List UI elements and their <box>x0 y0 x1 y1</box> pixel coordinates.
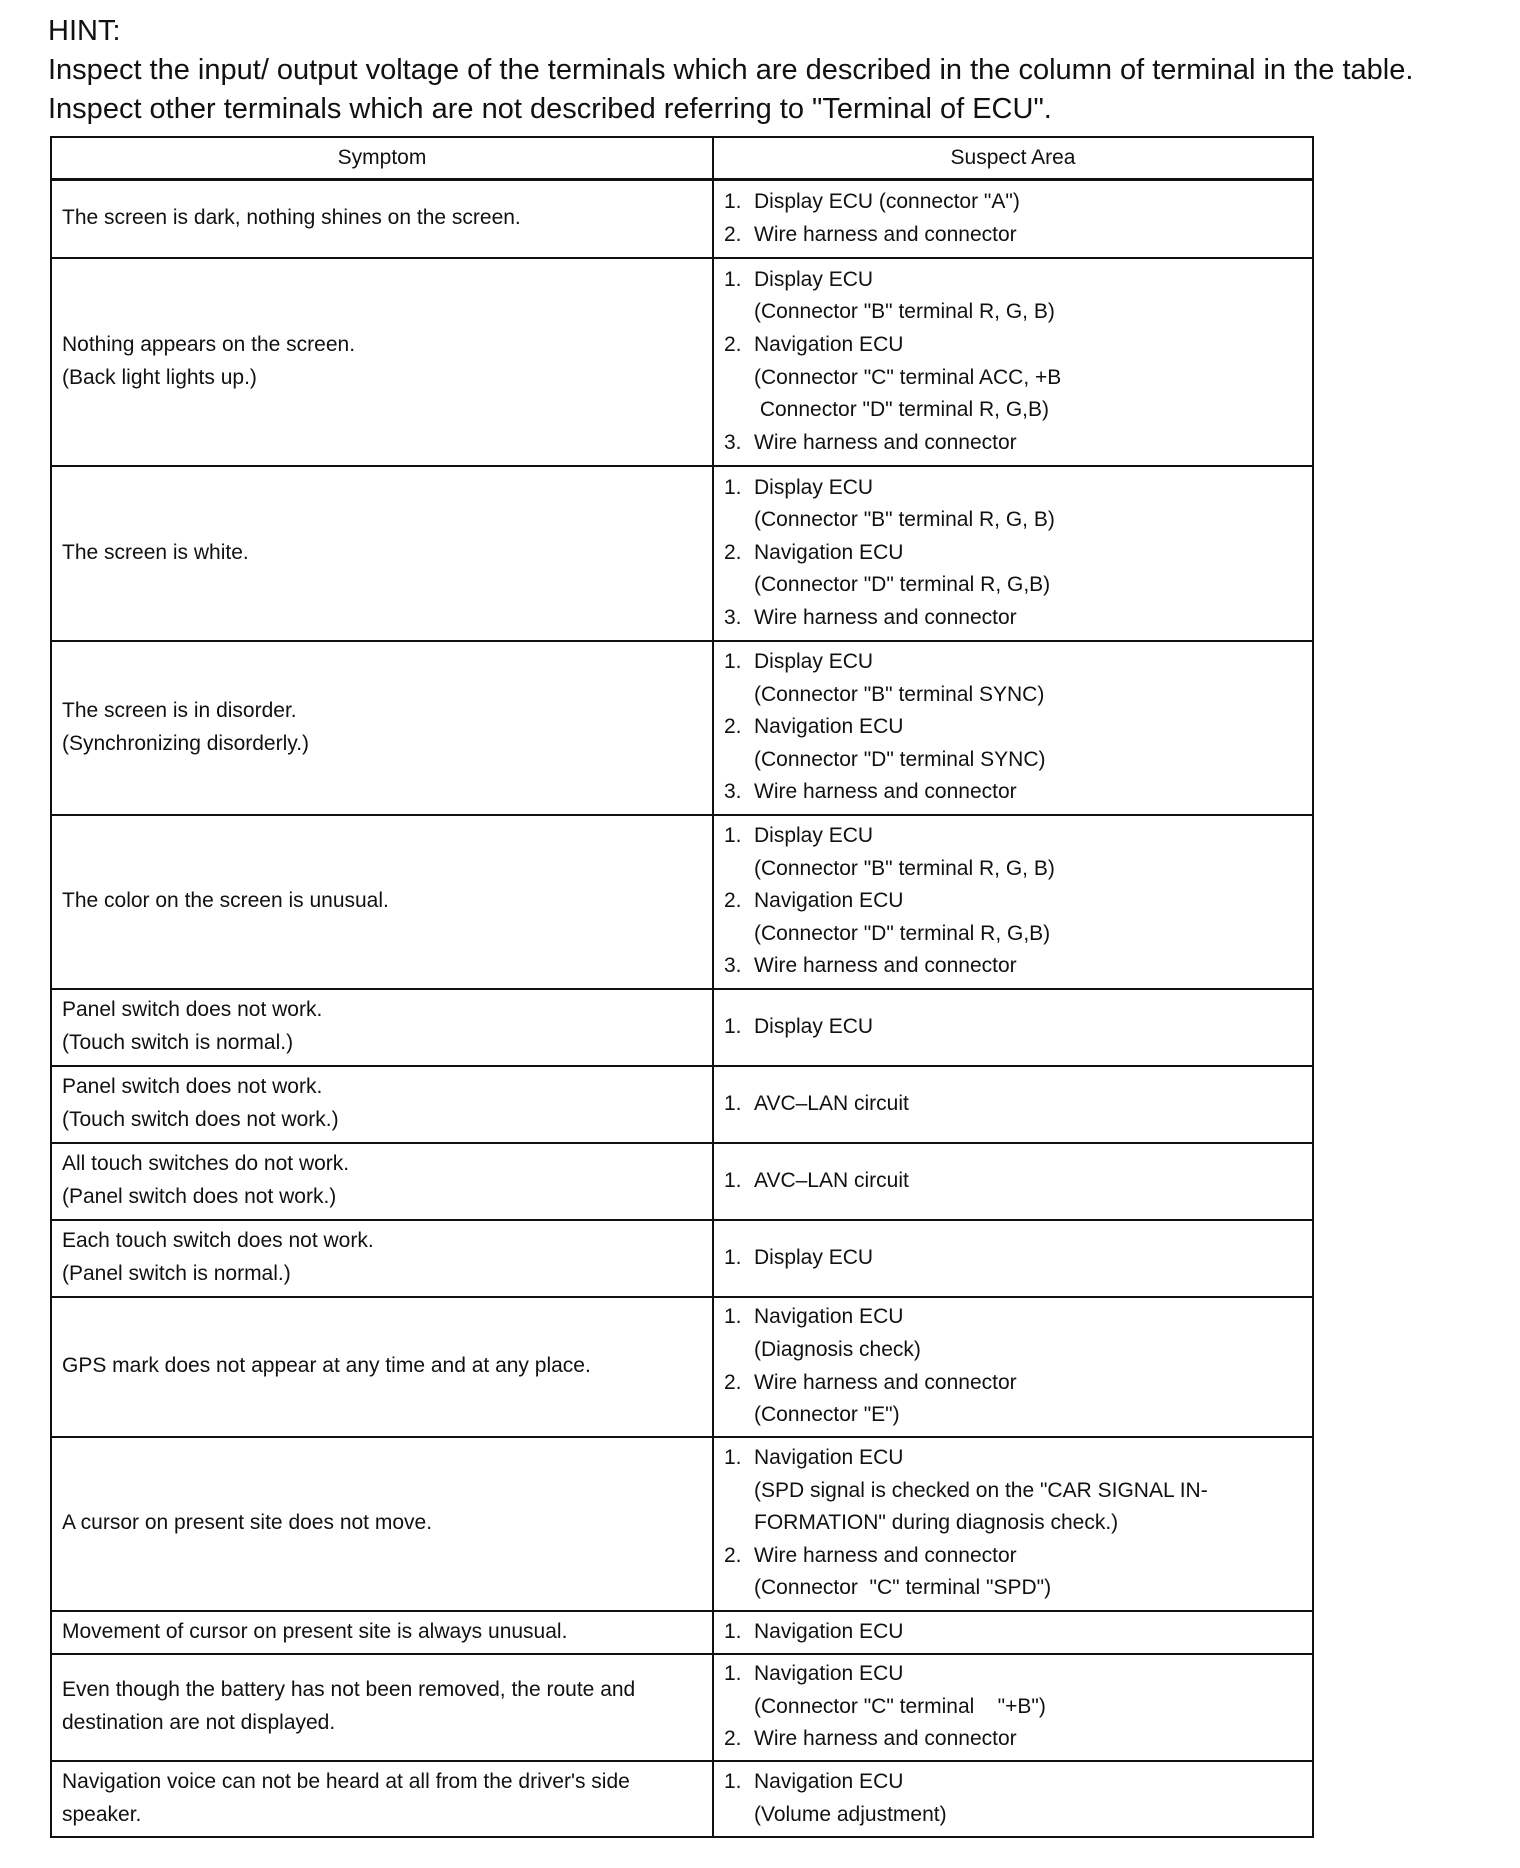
item-number: 2. <box>724 889 742 913</box>
item-text: Display ECU <box>754 1014 874 1038</box>
symptom-text: (Panel switch does not work.) <box>62 1185 337 1208</box>
symptom-text: The screen is dark, nothing shines on the screen. <box>62 206 521 230</box>
symptom-cell <box>51 815 713 989</box>
suspect-area-cell <box>713 466 1313 641</box>
suspect-area-cell <box>713 815 1313 989</box>
suspect-area-cell <box>713 1066 1313 1143</box>
item-text: Display ECU <box>754 1245 874 1269</box>
item-number: 1. <box>724 475 742 499</box>
symptom-text: speaker. <box>62 1802 142 1826</box>
item-number: 1. <box>724 1446 742 1470</box>
suspect-item <box>724 186 1304 219</box>
suspect-item <box>724 950 1304 983</box>
symptom-cell <box>51 466 713 641</box>
item-text: Wire harness and connector <box>754 605 1017 629</box>
item-detail: Connector "D" terminal R, G,B) <box>754 398 1049 422</box>
hint-line: Inspect the input/ output voltage of the terminals which are described in the column of terminal in the table. <box>48 54 1414 86</box>
hint-block <box>48 12 1508 129</box>
item-number: 1. <box>724 1014 742 1038</box>
item-text: Wire harness and connector <box>754 430 1017 454</box>
table-row <box>51 1437 1313 1611</box>
suspect-item <box>724 264 1304 329</box>
item-detail: (Connector "C" terminal "+B") <box>754 1694 1046 1718</box>
item-detail: (Connector "B" terminal R, G, B) <box>754 508 1055 532</box>
item-number: 1. <box>724 650 742 674</box>
suspect-item <box>724 472 1304 537</box>
item-number: 1. <box>724 1305 742 1329</box>
symptom-cell <box>51 180 713 258</box>
suspect-item <box>724 1165 1304 1198</box>
symptom-cell <box>51 1654 713 1761</box>
symptom-text: All touch switches do not work. <box>62 1152 350 1176</box>
suspect-item <box>724 1540 1304 1605</box>
symptom-text: Panel switch does not work. <box>62 1075 323 1099</box>
item-number: 2. <box>724 1727 742 1751</box>
table-row <box>51 1761 1313 1837</box>
item-text: Display ECU <box>754 475 874 499</box>
table-row <box>51 1066 1313 1143</box>
symptom-text: The screen is white. <box>62 540 249 564</box>
symptom-cell <box>51 1220 713 1297</box>
suspect-area-cell <box>713 1220 1313 1297</box>
item-detail: (Connector "D" terminal SYNC) <box>754 747 1046 771</box>
item-number: 3. <box>724 954 742 978</box>
suspect-item <box>724 1766 1304 1831</box>
item-text: Navigation ECU <box>754 1662 904 1686</box>
item-detail: (Diagnosis check) <box>754 1337 921 1361</box>
item-number: 1. <box>724 190 742 214</box>
item-text: Navigation ECU <box>754 889 904 913</box>
symptom-text: Even though the battery has not been removed, the route and <box>62 1678 636 1702</box>
item-text: Navigation ECU <box>754 332 904 356</box>
item-text: Wire harness and connector <box>754 1370 1017 1394</box>
item-text: Wire harness and connector <box>754 954 1017 978</box>
item-text: Wire harness and connector <box>754 1543 1017 1567</box>
header-symptom: Symptom <box>51 137 713 180</box>
symptom-text: Movement of cursor on present site is always unusual. <box>62 1619 568 1643</box>
symptom-text: Each touch switch does not work. <box>62 1229 374 1253</box>
table-row <box>51 641 1313 815</box>
symptom-text: (Panel switch is normal.) <box>62 1262 291 1285</box>
item-number: 1. <box>724 267 742 291</box>
table-row <box>51 815 1313 989</box>
table-row <box>51 989 1313 1066</box>
symptom-cell <box>51 1066 713 1143</box>
item-detail: (Connector "B" terminal SYNC) <box>754 682 1045 706</box>
suspect-item <box>724 1723 1304 1756</box>
table-header-row <box>51 137 1313 180</box>
suspect-item <box>724 537 1304 602</box>
symptom-cell <box>51 258 713 466</box>
hint-title: HINT: <box>48 15 121 47</box>
item-text: Navigation ECU <box>754 540 904 564</box>
item-text: Navigation ECU <box>754 715 904 739</box>
item-detail: (Connector "B" terminal R, G, B) <box>754 856 1055 880</box>
item-number: 1. <box>724 1769 742 1793</box>
item-detail: (Volume adjustment) <box>754 1802 947 1826</box>
suspect-item <box>724 1658 1304 1723</box>
item-detail: FORMATION" during diagnosis check.) <box>754 1511 1119 1535</box>
symptom-text: Nothing appears on the screen. <box>62 332 356 356</box>
suspect-area-cell <box>713 1297 1313 1437</box>
suspect-area-cell <box>713 1654 1313 1761</box>
table-row <box>51 1297 1313 1437</box>
table-row <box>51 466 1313 641</box>
item-detail: (Connector "D" terminal R, G,B) <box>754 573 1051 597</box>
item-detail: (Connector "C" terminal ACC, +B <box>754 365 1062 389</box>
suspect-item <box>724 602 1304 635</box>
item-number: 2. <box>724 1370 742 1394</box>
suspect-area-cell <box>713 180 1313 258</box>
item-number: 1. <box>724 824 742 848</box>
symptom-text: (Back light lights up.) <box>62 365 257 389</box>
symptom-text: Navigation voice can not be heard at all from the driver's side <box>62 1769 630 1793</box>
suspect-item <box>724 820 1304 885</box>
symptom-text: (Synchronizing disorderly.) <box>62 731 310 755</box>
item-detail: (Connector "B" terminal R, G, B) <box>754 300 1055 324</box>
item-text: Display ECU <box>754 267 874 291</box>
item-number: 1. <box>724 1245 742 1269</box>
symptom-cell <box>51 1611 713 1654</box>
item-text: Display ECU <box>754 650 874 674</box>
suspect-item <box>724 1011 1304 1044</box>
suspect-item <box>724 219 1304 252</box>
item-number: 1. <box>724 1662 742 1686</box>
suspect-item <box>724 885 1304 950</box>
item-number: 3. <box>724 605 742 629</box>
suspect-area-cell <box>713 1611 1313 1654</box>
item-number: 2. <box>724 715 742 739</box>
item-text: Display ECU (connector "A") <box>754 190 1020 214</box>
table-row <box>51 1143 1313 1220</box>
suspect-area-cell <box>713 1143 1313 1220</box>
table-row <box>51 1220 1313 1297</box>
symptom-cell <box>51 989 713 1066</box>
suspect-item <box>724 1616 1304 1649</box>
item-number: 2. <box>724 332 742 356</box>
symptom-cell <box>51 1297 713 1437</box>
item-number: 1. <box>724 1091 742 1115</box>
item-number: 1. <box>724 1619 742 1643</box>
symptom-text: destination are not displayed. <box>62 1711 336 1734</box>
item-text: Navigation ECU <box>754 1619 904 1643</box>
symptom-cell <box>51 1437 713 1611</box>
hint-line: Inspect other terminals which are not described referring to "Terminal of ECU". <box>48 93 1052 125</box>
header-suspect-area: Suspect Area <box>713 137 1313 180</box>
item-text: AVC–LAN circuit <box>754 1168 909 1192</box>
symptom-text: Panel switch does not work. <box>62 998 323 1022</box>
symptom-cell <box>51 1761 713 1837</box>
suspect-item <box>724 711 1304 776</box>
suspect-area-cell <box>713 1437 1313 1611</box>
symptom-cell <box>51 1143 713 1220</box>
item-text: Wire harness and connector <box>754 1727 1017 1751</box>
symptom-text: GPS mark does not appear at any time and at any place. <box>62 1354 591 1378</box>
item-number: 1. <box>724 1168 742 1192</box>
item-detail: (Connector "D" terminal R, G,B) <box>754 921 1051 945</box>
item-detail: (Connector "E") <box>754 1403 900 1427</box>
symptom-text: A cursor on present site does not move. <box>62 1511 433 1535</box>
item-number: 3. <box>724 780 742 804</box>
suspect-item <box>724 1301 1304 1366</box>
item-text: Wire harness and connector <box>754 780 1017 804</box>
item-detail: (Connector "C" terminal "SPD") <box>754 1576 1052 1600</box>
item-number: 3. <box>724 430 742 454</box>
suspect-item <box>724 427 1304 460</box>
symptom-cell <box>51 641 713 815</box>
item-text: Wire harness and connector <box>754 222 1017 246</box>
suspect-item <box>724 1367 1304 1432</box>
suspect-area-cell <box>713 989 1313 1066</box>
table-row <box>51 1611 1313 1654</box>
item-number: 2. <box>724 222 742 246</box>
item-number: 2. <box>724 540 742 564</box>
suspect-area-cell <box>713 258 1313 466</box>
item-text: Navigation ECU <box>754 1769 904 1793</box>
item-text: Display ECU <box>754 824 874 848</box>
suspect-item <box>724 1088 1304 1121</box>
suspect-area-cell <box>713 641 1313 815</box>
item-text: Navigation ECU <box>754 1305 904 1329</box>
trouble-table <box>50 136 1314 1838</box>
item-text: AVC–LAN circuit <box>754 1091 909 1115</box>
suspect-area-cell <box>713 1761 1313 1837</box>
symptom-text: The screen is in disorder. <box>62 698 297 722</box>
table-row <box>51 1654 1313 1761</box>
symptom-text: The color on the screen is unusual. <box>62 889 389 913</box>
item-number: 2. <box>724 1543 742 1567</box>
suspect-item <box>724 776 1304 809</box>
table-row <box>51 180 1313 258</box>
symptom-text: (Touch switch is normal.) <box>62 1031 294 1054</box>
table-row <box>51 258 1313 466</box>
suspect-item <box>724 1242 1304 1275</box>
suspect-item <box>724 1442 1304 1540</box>
item-text: Navigation ECU <box>754 1446 904 1470</box>
symptom-text: (Touch switch does not work.) <box>62 1108 339 1131</box>
suspect-item <box>724 329 1304 427</box>
item-detail: (SPD signal is checked on the "CAR SIGNAL IN- <box>754 1478 1208 1502</box>
suspect-item <box>724 646 1304 711</box>
table-body <box>51 180 1313 1837</box>
